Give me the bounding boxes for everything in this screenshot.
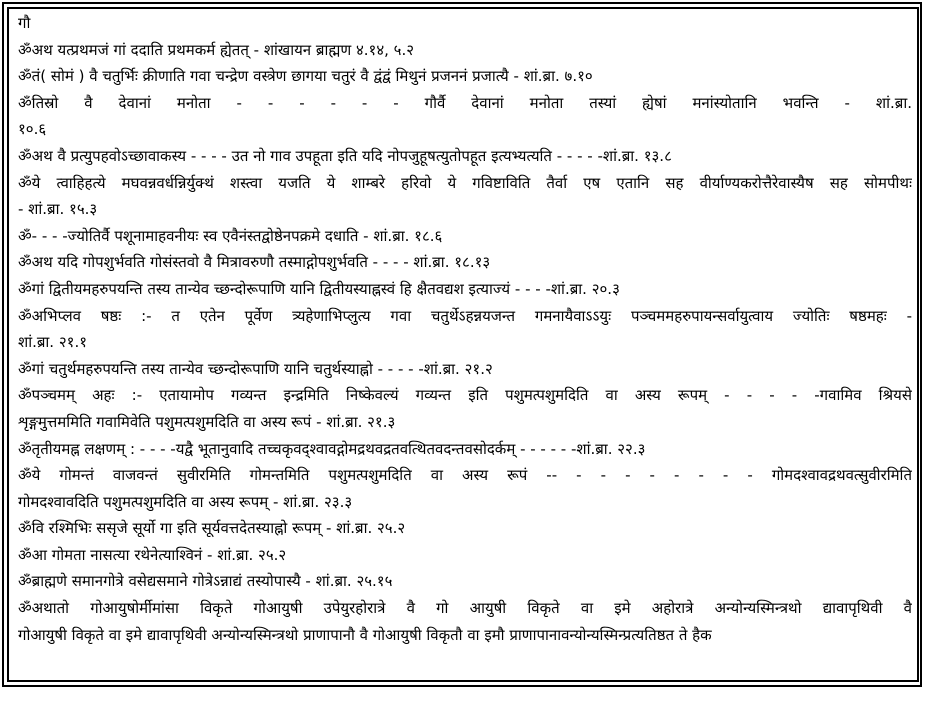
- text-line: गोमदश्वावदिति पशुमत्पशुमदिति वा अस्य रूपम् - शां.ब्रा. २३.३: [18, 492, 353, 511]
- text-line: ॐतं( सोमं ) वै चतुर्भिः क्रीणाति गवा चन्द्रेण वस्त्रेण छागया चतुरं वै द्वंद्वं मिथुनं प्रजननं प्रजात्यै - शां.ब्रा. ७.१०: [18, 67, 593, 86]
- text-line: ॐये गोमन्तं वाजवन्तं सुवीरमिति गोमन्तमिति पशुमत्पशुमदिति वा अस्य रूपं -- - - - - - - - - गोमदश्वावद्रथवत्सुवीरमिति: [18, 466, 912, 485]
- text-line: ॐये त्वाहिहत्ये मघवन्नवर्धन्निर्युक्थं शस्त्वा यजति ये शाम्बरे हरिवो ये गविष्टाविति तैर्वा एष एतानि सह वीर्याण्यकरोत्तैरेवास्यैष सह सोमपीथः: [18, 173, 912, 192]
- text-line: ॐअथ वै प्रत्युपहवोऽच्छावाकस्य - - - - उत नो गाव उपहूता इति यदि नोपजुहूषत्युतोपहूत इत्यभ्यत्यति - - - - -शां.ब्रा. १३.८: [18, 146, 672, 165]
- text-line: ॐगां चतुर्थमहरुपयन्ति तस्य तान्येव च्छन्दोरूपाणि यानि चतुर्थस्याह्नो - - - - -शां.ब्रा. २१.२: [18, 359, 493, 378]
- text-line: ॐवि रश्मिभिः ससृजे सूर्यो गा इति सूर्यवत्तदेतस्याह्नो रूपम् - शां.ब्रा. २५.२: [18, 519, 406, 538]
- text-line: ॐअथ यत्प्रथमजं गां ददाति प्रथमकर्म ह्येतत् - शांखायन ब्राह्मण ४.१४, ५.२: [18, 40, 415, 59]
- document-text: [18, 10, 912, 648]
- text-line: ॐपञ्चमम् अहः :- एतायामोप गव्यन्त इन्द्रमिति निष्केवल्यं गव्यन्त इति पशुमत्पशुमदिति वा अस्य रूपम् - - - - -गवामिव श्रियसे: [18, 386, 912, 405]
- text-line: ॐगां द्वितीयमहरुपयन्ति तस्य तान्येव च्छन्दोरूपाणि यानि द्वितीयस्याह्नस्वं हि क्षैतवद्यश इत्याज्यं - - - -शां.ब्रा. २०.३: [18, 279, 620, 298]
- text-line: ॐआ गोमता नासत्या रथेनेत्याश्विनं - शां.ब्रा. २५.२: [18, 545, 287, 564]
- text-line: गोआयुषी विकृते वा इमे द्यावापृथिवी अन्योन्यस्मिन्त्रथो प्राणापानौ वै गोआयुषी विकृतौ वा इमौ प्राणापानावन्योन्यस्मिन्प्रत्यतिष्ठत ते हैक: [18, 625, 712, 644]
- text-line: ॐब्राह्मणे समानगोत्रे वसेद्यसमाने गोत्रेऽन्नाद्यं तस्योपास्यै - शां.ब्रा. २५.१५: [18, 572, 393, 591]
- heading: गौ: [18, 14, 31, 32]
- text-line: ॐ- - - -ज्योतिर्वै पशूनामाहवनीयः स्व एवैनंस्तद्वोष्ठेनपक्रमे दधाति - शां.ब्रा. १८.६: [18, 226, 443, 245]
- text-line: शृङ्गमुत्तममिति गवामिवेति पशुमत्पशुमदिति वा अस्य रूपं - शां.ब्रा. २१.३: [18, 412, 396, 431]
- text-line: - शां.ब्रा. १५.३: [18, 200, 98, 219]
- text-line: शां.ब्रा. २१.१: [18, 333, 88, 352]
- text-line: १०.६: [18, 120, 47, 139]
- text-line: ॐअथातो गोआयुषोर्मीमांसा विकृते गोआयुषी उपेयुरहोरात्रे वै गो आयुषी विकृते वा इमे अहोरात्रे अन्योन्यस्मिन्त्रथो द्यावापृथिवी वै: [18, 599, 912, 618]
- text-line: ॐअभिप्लव षष्ठः :- त एतेन पूर्वेण त्र्यहेणाभिप्लुत्य गवा चतुर्थेऽहन्नयजन्त गमनायैवाऽऽयुः पञ्चममहरुपायन्सर्वायुत्वाय ज्योतिः षष्ठमहः -: [18, 306, 912, 325]
- text-line: ॐअथ यदि गोपशुर्भवति गोसंस्तवो वै मित्रावरुणौ तस्माद्गोपशुर्भवति - - - - शां.ब्रा. १८.१३: [18, 253, 491, 272]
- text-line: ॐतृतीयमह्न लक्षणम् : - - - -यद्वै भूतानुवादि तच्चकृवद्श्वावद्गोमद्रथवद्रतवत्थितवदन्तवसोदर्कम् - - - - - -शां.ब्रा. २२.३: [18, 439, 646, 458]
- text-line: ॐतिस्रो वै देवानां मनोता - - - - - - गौर्वै देवानां मनोता तस्यां ह्येषां मनांस्योतानि भवन्ति - शां.ब्रा.: [18, 93, 912, 112]
